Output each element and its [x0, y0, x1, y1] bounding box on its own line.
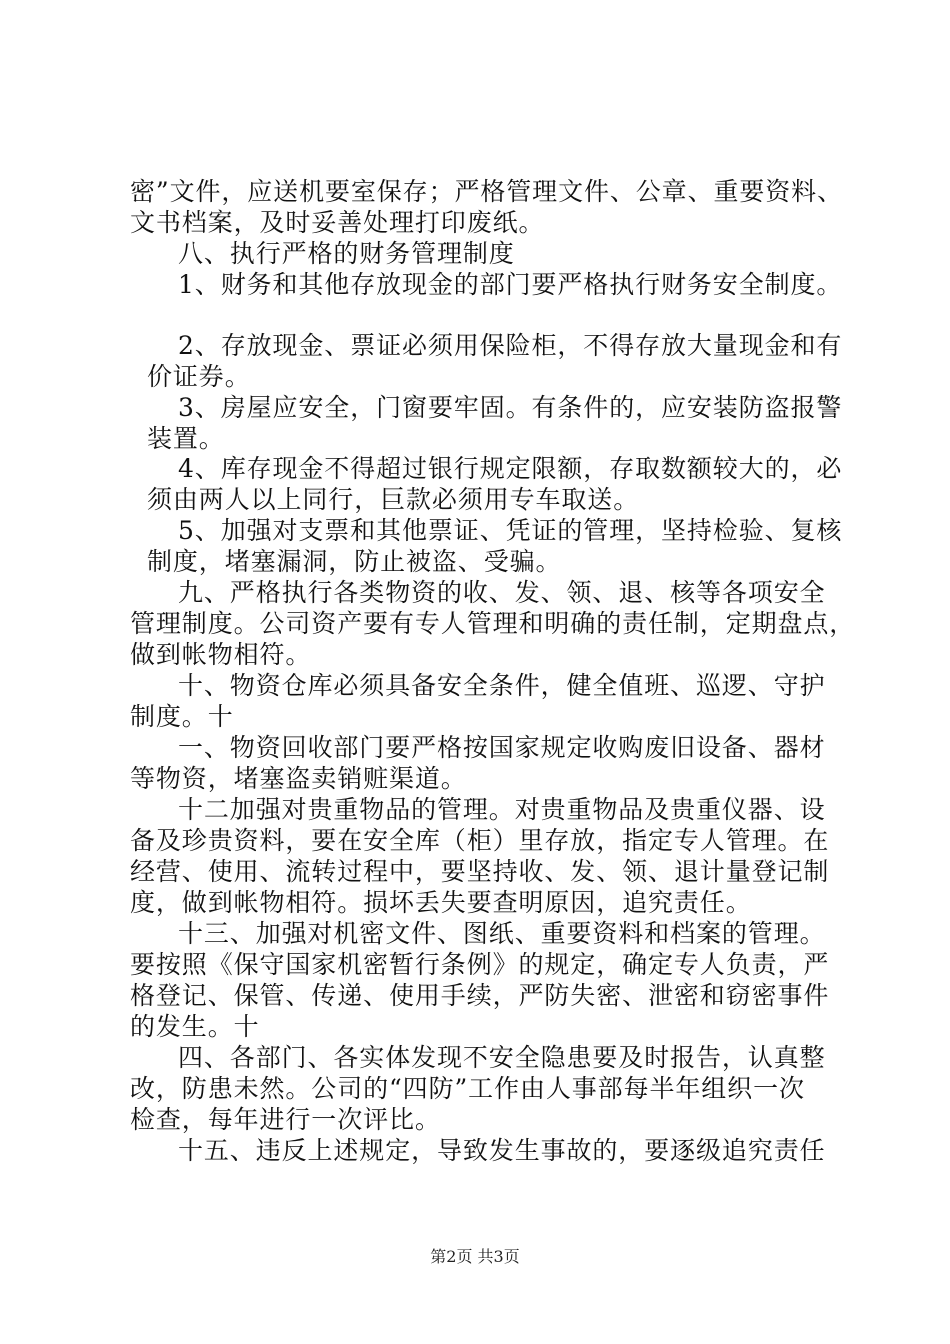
text-line: 密”文件，应送机要室保存；严格管理文件、公章、重要资料、 [130, 177, 843, 206]
text-line: 检查，每年进行一次评比。 [130, 1105, 441, 1134]
text-line: 经营、使用、流转过程中，要坚持收、发、领、退计量登记制 [130, 857, 830, 886]
text-line: 做到帐物相符。 [130, 640, 312, 669]
text-line: 2、存放现金、票证必须用保险柜，不得存放大量现金和有 [178, 331, 843, 360]
text-line: 5、加强对支票和其他票证、凭证的管理，坚持检验、复核 [178, 516, 843, 545]
page-number-footer: 第2页 共3页 [430, 1247, 520, 1266]
text-line: 制度，堵塞漏洞，防止被盗、受骗。 [147, 547, 562, 576]
text-line: 文书档案，及时妥善处理打印废纸。 [130, 208, 545, 237]
text-line: 四、各部门、各实体发现不安全隐患要及时报告，认真整 [178, 1043, 826, 1072]
text-line: 备及珍贵资料，要在安全库（柜）里存放，指定专人管理。在 [130, 826, 830, 855]
text-line: 一、物资回收部门要严格按国家规定收购废旧设备、器材 [178, 733, 826, 762]
text-line: 十五、违反上述规定，导致发生事故的，要逐级追究责任 [178, 1136, 826, 1165]
text-line: 价证券。 [147, 362, 251, 391]
text-line: 4、库存现金不得超过银行规定限额，存取数额较大的，必 [178, 454, 843, 483]
text-line: 须由两人以上同行，巨款必须用专车取送。 [147, 485, 640, 514]
text-line: 十二加强对贵重物品的管理。对贵重物品及贵重仪器、设 [178, 795, 826, 824]
text-line: 改，防患未然。公司的“四防”工作由人事部每半年组织一次 [130, 1074, 805, 1103]
text-line: 等物资，堵塞盗卖销赃渠道。 [130, 764, 467, 793]
text-line: 3、房屋应安全，门窗要牢固。有条件的，应安装防盗报警 [178, 393, 843, 422]
text-line: 制度。十 [130, 702, 234, 731]
text-line: 装置。 [147, 424, 225, 453]
text-line: 的发生。十 [130, 1012, 260, 1041]
text-line: 十三、加强对机密文件、图纸、重要资料和档案的管理。 [178, 919, 826, 948]
text-line: 九、严格执行各类物资的收、发、领、退、核等各项安全 [178, 578, 826, 607]
text-line: 十、物资仓库必须具备安全条件，健全值班、巡逻、守护 [178, 671, 826, 700]
text-line: 要按照《保守国家机密暂行条例》的规定，确定专人负责，严 [130, 950, 830, 979]
text-line: 管理制度。公司资产要有专人管理和明确的责任制，定期盘点， [130, 609, 856, 638]
text-line: 格登记、保管、传递、使用手续，严防失密、泄密和窃密事件 [130, 981, 830, 1010]
text-line: 1、财务和其他存放现金的部门要严格执行财务安全制度。 [178, 270, 843, 299]
section-heading: 八、执行严格的财务管理制度 [178, 239, 515, 268]
text-line: 度，做到帐物相符。损坏丢失要查明原因，追究责任。 [130, 888, 752, 917]
